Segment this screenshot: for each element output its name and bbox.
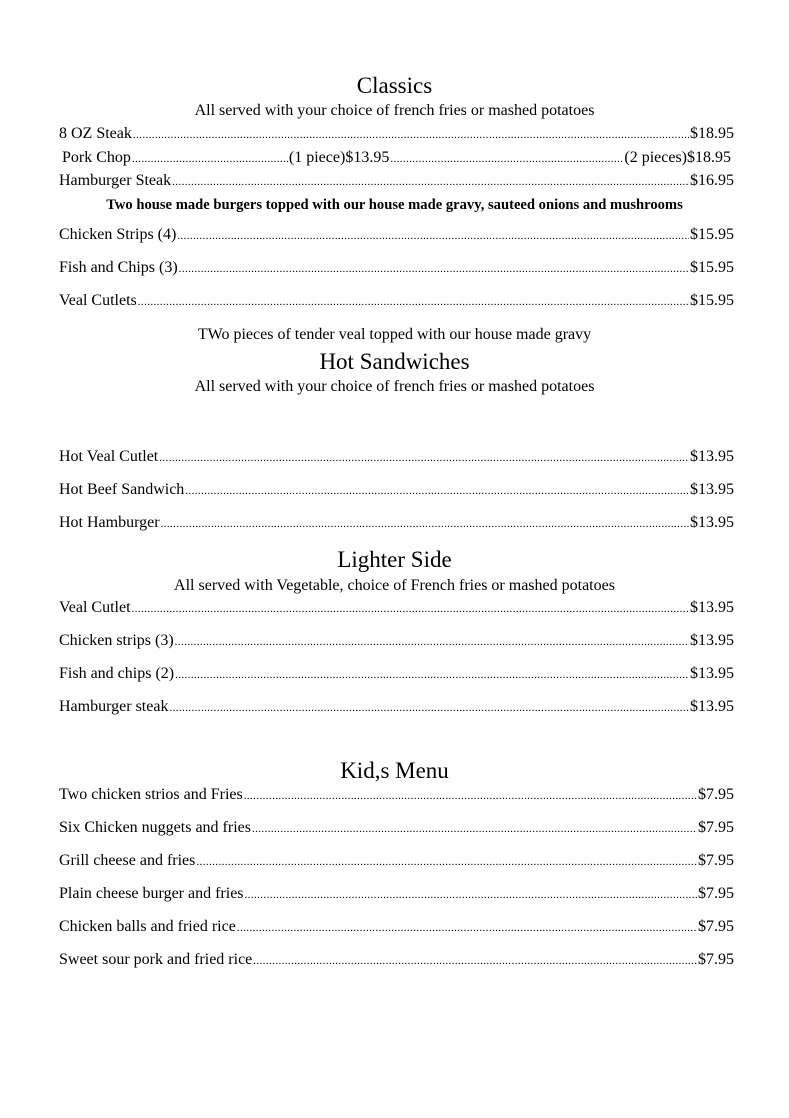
item-name: Hamburger Steak — [59, 172, 172, 189]
kids-menu-title: Kid,s Menu — [340, 758, 449, 783]
item-name: Chicken Strips (4) — [59, 226, 177, 243]
dot-leader — [132, 149, 288, 169]
item-price: $7.95 — [698, 918, 734, 935]
dot-leader — [179, 259, 689, 279]
item-name: Pork Chop — [62, 149, 131, 166]
item-name: Six Chicken nuggets and fries — [59, 819, 251, 836]
item-price: $18.95 — [690, 125, 734, 142]
lighter-side-subtitle: All served with Vegetable, choice of French fries or mashed potatoes — [174, 577, 615, 594]
menu-item — [59, 513, 734, 533]
hot-sandwiches-title: Hot Sandwiches — [319, 349, 470, 374]
item-name: Fish and Chips (3) — [59, 259, 178, 276]
item-name: Hamburger steak — [59, 698, 169, 715]
item-price: $13.95 — [690, 514, 734, 531]
item-price-two-pieces: (2 pieces)$18.95 — [624, 149, 731, 166]
classics-title: Classics — [356, 73, 433, 98]
menu-item — [59, 950, 734, 970]
menu-item — [59, 124, 734, 144]
menu-item — [59, 258, 734, 278]
dot-leader — [244, 786, 697, 806]
dot-leader — [196, 852, 697, 872]
dot-leader — [138, 292, 689, 312]
item-price: $7.95 — [698, 786, 734, 803]
item-price: $13.95 — [690, 665, 734, 682]
dot-leader — [185, 481, 689, 501]
item-name: Two chicken strios and Fries — [59, 786, 243, 803]
item-name: Hot Hamburger — [59, 514, 160, 531]
menu-item — [59, 818, 734, 838]
menu-item — [59, 225, 734, 245]
menu-item — [59, 917, 734, 937]
item-price: $7.95 — [698, 819, 734, 836]
veal-description: TWo pieces of tender veal topped with our house made gravy — [197, 326, 592, 343]
menu-item — [59, 851, 734, 871]
lighter-side-title: Lighter Side — [337, 547, 452, 572]
menu-item — [59, 631, 734, 651]
item-name: Plain cheese burger and fries — [59, 885, 244, 902]
item-price-one-piece: (1 piece)$13.95 — [288, 149, 390, 166]
menu-item — [59, 785, 734, 805]
dot-leader — [169, 698, 689, 718]
dot-leader — [237, 918, 697, 938]
dot-leader — [245, 885, 697, 905]
menu-item — [59, 697, 734, 717]
item-name: Veal Cutlet — [59, 599, 131, 616]
menu-item — [59, 664, 734, 684]
menu-item — [59, 480, 734, 500]
dot-leader — [175, 665, 689, 685]
item-price: $13.95 — [690, 599, 734, 616]
item-price: $7.95 — [698, 951, 734, 968]
menu-item — [59, 884, 734, 904]
menu-item — [59, 291, 734, 311]
item-name: Hot Veal Cutlet — [59, 448, 159, 465]
dot-leader — [252, 819, 697, 839]
classics-subtitle: All served with your choice of french fries or mashed potatoes — [194, 102, 595, 119]
menu-item — [62, 148, 731, 168]
item-name: Chicken strips (3) — [59, 632, 174, 649]
item-name: 8 OZ Steak — [59, 125, 132, 142]
item-name: Sweet sour pork and fried rice — [59, 951, 253, 968]
item-price: $7.95 — [698, 885, 734, 902]
item-price: $15.95 — [690, 292, 734, 309]
dot-leader — [159, 448, 689, 468]
dot-leader — [175, 632, 689, 652]
item-name: Fish and chips (2) — [59, 665, 175, 682]
item-name: Hot Beef Sandwich — [59, 481, 185, 498]
item-name: Grill cheese and fries — [59, 852, 196, 869]
burger-description: Two house made burgers topped with our house made gravy, sauteed onions and mushrooms — [106, 197, 683, 213]
dot-leader — [133, 125, 689, 145]
dot-leader — [161, 514, 689, 534]
dot-leader — [177, 226, 689, 246]
hot-sandwiches-subtitle: All served with your choice of french fries or mashed potatoes — [194, 378, 595, 395]
dot-leader — [132, 599, 689, 619]
item-name: Chicken balls and fried rice — [59, 918, 236, 935]
item-price: $13.95 — [690, 448, 734, 465]
dot-leader — [253, 951, 697, 971]
item-price: $15.95 — [690, 226, 734, 243]
item-price: $13.95 — [690, 481, 734, 498]
dot-leader — [172, 172, 689, 192]
menu-item — [59, 171, 734, 191]
dot-leader — [390, 149, 623, 169]
item-price: $13.95 — [690, 698, 734, 715]
menu-item — [59, 447, 734, 467]
item-price: $15.95 — [690, 259, 734, 276]
item-price: $7.95 — [698, 852, 734, 869]
item-name: Veal Cutlets — [59, 292, 137, 309]
item-price: $13.95 — [690, 632, 734, 649]
menu-item — [59, 598, 734, 618]
item-price: $16.95 — [690, 172, 734, 189]
